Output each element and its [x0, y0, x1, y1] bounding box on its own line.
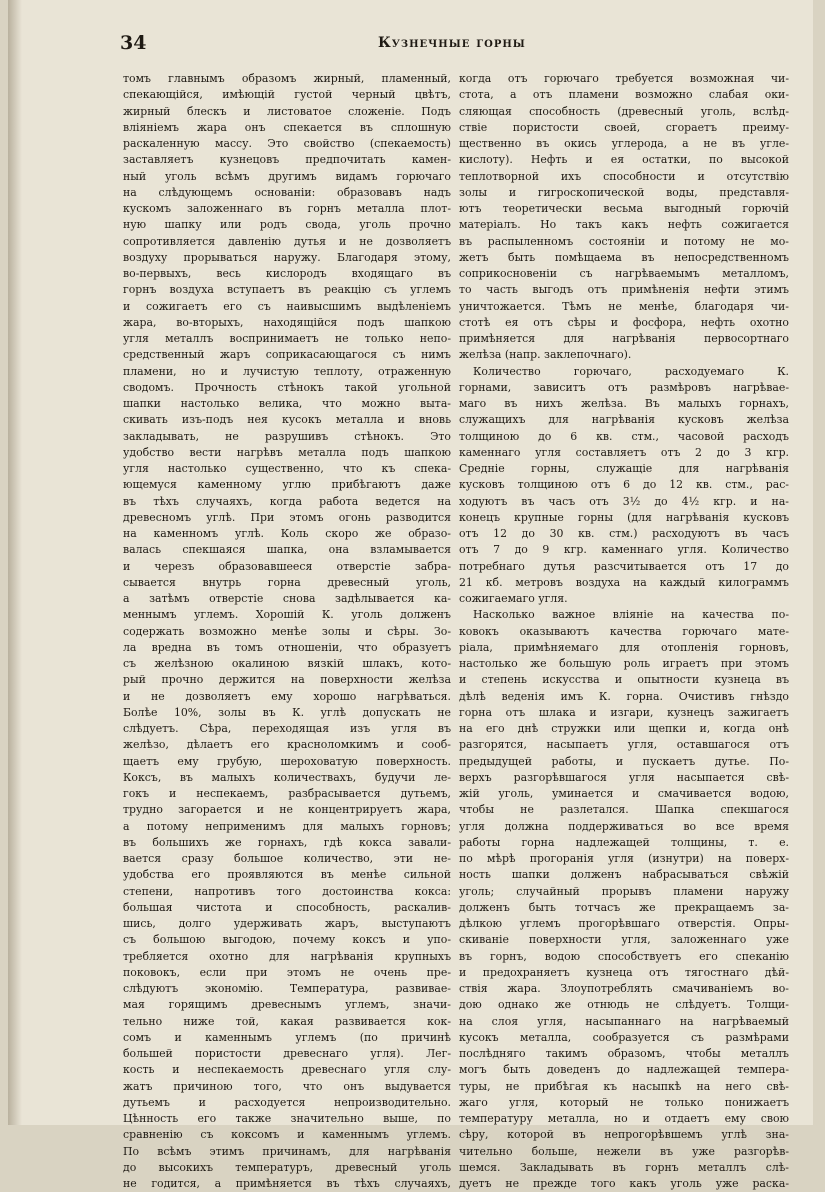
text-line: конецъ крупные горны (для нагрѣванія кусковъ [459, 510, 789, 524]
page-spine-shadow [8, 0, 22, 1125]
text-line: съ большою выгодою, почему коксъ и упо- [123, 933, 451, 947]
running-title: Кузнечные горны [378, 35, 526, 51]
text-line: стотѣ ея отъ сѣры и фосфора, нефть охотно [459, 315, 789, 329]
text-line: удобства его проявляются въ менѣе сильной [123, 868, 451, 882]
text-line: горнъ воздуха вступаетъ въ реакцію съ углемъ [123, 283, 451, 297]
text-line: служащихъ для нагрѣванія кусковъ желѣза [459, 413, 789, 427]
text-line: въ распыленномъ состояніи и потому не мо- [459, 234, 789, 248]
text-line: желѣзо, дѣлаетъ его красноломкимъ и сооб- [123, 738, 451, 752]
text-line: закладывать, не разрушивъ стѣнокъ. Это [123, 429, 451, 443]
right-text-column [459, 71, 789, 1192]
text-line: большая чистота и способность, раскалив- [123, 900, 451, 914]
text-line: работы горна надлежащей толщины, т. е. [459, 835, 789, 849]
text-line: примѣняется для нагрѣванія первосортнаго [459, 332, 789, 345]
text-line: сожигаемаго угля. [459, 592, 568, 605]
text-line: ютъ теоретически весьма выгодный горючій [459, 202, 789, 215]
text-line: желѣза (напр. заклепочнаго). [459, 348, 632, 362]
text-line: кусковъ толщиною отъ 6 до 12 кв. стм., рас- [459, 478, 789, 492]
text-line: удобство вести нагрѣвъ металла подъ шапкою [123, 445, 451, 459]
text-line: Коксъ, въ малыхъ количествахъ, будучи ле- [123, 770, 451, 784]
text-line: заставляетъ кузнецовъ предпочитать камен- [123, 153, 451, 167]
text-line: жаго угля, который не только понижаетъ [459, 1095, 789, 1109]
text-line: а потому неприменимъ для малыхъ горновъ; [123, 819, 451, 833]
text-line: тельно ниже той, какая развивается кок- [123, 1014, 451, 1028]
text-line: ющемуся каменному углю прибѣгаютъ даже [123, 478, 451, 492]
text-line: и сожигаетъ его съ наивысшимъ выдѣленіемъ [123, 299, 451, 313]
text-line: рый прочно держится на поверхности желѣза [123, 673, 451, 687]
text-line: чтобы не разлетался. Шапка спекшагося [459, 803, 789, 817]
text-line: горнами, зависитъ отъ размѣровъ нагрѣвае- [459, 380, 789, 394]
text-line: на его днѣ стружки или щепки и, когда онѣ [459, 722, 789, 735]
text-line: большей пористости древеснаго угля). Лег- [123, 1047, 451, 1060]
text-line: ную шапку или родъ свода, уголь прочно [123, 218, 451, 232]
text-line: до высокихъ температуръ, древесный уголь [123, 1160, 451, 1174]
text-line: каменнаго угля составляетъ отъ 2 до 3 кгр. [459, 445, 789, 459]
text-line: поковокъ, если при этомъ не очень пре- [123, 965, 451, 979]
text-line: температуру металла, но и отдаетъ ему свою [459, 1112, 789, 1125]
text-line: на каменномъ углѣ. Коль скоро же образо- [123, 527, 451, 540]
text-line: горна отъ шлака и изгари, кузнецъ зажигаетъ [459, 705, 789, 719]
text-line: 21 кб. метровъ воздуха на каждый килограммъ [459, 575, 789, 589]
text-line: ковокъ оказываютъ качества горючаго мате- [459, 624, 789, 638]
text-line: туры, не прибѣгая къ насыпкѣ на него свѣ- [459, 1079, 789, 1093]
text-line: дѣлкою углемъ прогорѣвшаго отверстія. Опры- [459, 917, 789, 930]
text-line: соприкосновеніи съ нагрѣваемымъ металломъ, [459, 267, 789, 280]
text-line: толщиною до 6 кв. стм., часовой расходъ [459, 429, 789, 443]
text-line: средственный жаръ соприкасающагося съ нимъ [123, 348, 451, 362]
text-line: теплотворной ихъ способности и отсутствію [459, 169, 789, 183]
text-line: ла вредна въ томъ отношеніи, что образуетъ [123, 640, 451, 654]
text-line: скиваніе поверхности угля, заложеннаго уже [459, 933, 789, 947]
text-line: сомъ и каменнымъ углемъ (по причинѣ [123, 1030, 451, 1044]
text-line: пламени, но и лучистую теплоту, отраженную [123, 364, 451, 378]
text-line: сляющая способность (древесный уголь, вслѣд- [459, 104, 789, 118]
text-line: шемся. Закладывать въ горнъ металлъ слѣ- [459, 1160, 789, 1174]
text-line: въ тѣхъ случаяхъ, когда работа ведется на [123, 494, 451, 508]
text-line: меннымъ углемъ. Хорошій К. уголь долженъ [123, 608, 451, 622]
text-line: предыдущей работы, и пускаетъ дутье. По- [459, 754, 789, 768]
text-line: и не дозволяетъ ему хорошо нагрѣваться. [123, 689, 451, 703]
text-line: Насколько важное вліяніе на качества по- [473, 608, 789, 622]
text-line: во-первыхъ, весь кислородъ входящаго въ [123, 267, 451, 280]
text-line: томъ главнымъ образомъ жирный, пламенный, [123, 72, 451, 85]
text-line: маго въ нихъ желѣза. Въ малыхъ горнахъ, [459, 397, 789, 410]
text-line: отъ 7 до 9 кгр. каменнаго угля. Количество [459, 543, 789, 557]
text-line: уничтожается. Тѣмъ не менѣе, благодаря чи- [459, 299, 789, 313]
text-line: жій уголь, уминается и смачивается водою, [459, 787, 789, 800]
text-line: а затѣмъ отверстіе снова задѣлывается ка- [123, 592, 451, 605]
text-line: ный уголь всѣмъ другимъ видамъ горючаго [123, 169, 451, 183]
text-line: потребнаго дутья разсчитывается отъ 17 до [459, 559, 789, 573]
page-header [120, 32, 810, 58]
text-line: угля настолько существенно, что къ спека- [123, 462, 451, 475]
text-line: жатъ причиною того, что онъ выдувается [123, 1079, 451, 1093]
book-page [8, 0, 813, 1190]
text-line: дою однако же отнюдь не слѣдуетъ. Толщи- [459, 998, 789, 1012]
text-line: отъ 12 до 30 кв. стм.) расходуютъ въ часъ [459, 527, 789, 540]
text-line: въ большихъ же горнахъ, гдѣ кокса завали- [123, 835, 451, 849]
text-line: уголь; случайный прорывъ пламени наружу [459, 884, 789, 898]
text-line: то часть выгодъ отъ примѣненія нефти этимъ [459, 283, 789, 297]
left-text-column [123, 71, 451, 1192]
text-line: не годится, а примѣняется въ тѣхъ случаяхъ, [123, 1177, 451, 1190]
text-line: послѣдняго такимъ образомъ, чтобы металлъ [459, 1047, 789, 1060]
text-line: долженъ быть тотчасъ же прекращаемъ за- [459, 900, 789, 914]
text-line: кусокъ металла, сообразуется съ размѣрами [459, 1030, 789, 1044]
text-line: угля должна поддерживаться во все время [459, 819, 789, 833]
text-line: шапки настолько велика, что можно выта- [123, 397, 451, 410]
text-line: шись, долго удерживать жаръ, выступаютъ [123, 917, 451, 930]
text-line: мая горящимъ древеснымъ углемъ, значи- [123, 998, 451, 1012]
text-line: сѣру, которой въ непрогорѣвшемъ углѣ зна- [459, 1128, 789, 1142]
text-line: степени, напротивъ того достоинства кокса: [123, 884, 451, 898]
text-line: требляется охотно для нагрѣванія крупныхъ [123, 949, 451, 963]
text-line: по мѣрѣ прогоранія угля (изнутри) на поверх- [459, 852, 789, 865]
text-line: и предохраняетъ кузнеца отъ тягостнаго дѣй- [459, 965, 789, 979]
text-line: могъ быть доведенъ до надлежащей темпера- [459, 1063, 789, 1077]
text-line: стота, а отъ пламени возможно слабая оки- [459, 88, 789, 102]
text-line: Болѣе 10%, золы въ К. углѣ допускать не [123, 705, 451, 719]
text-line: и черезъ образовавшееся отверстіе забра- [123, 559, 451, 573]
text-line: Цѣнность его также значительно выше, по [123, 1112, 451, 1125]
text-line: кость и неспекаемость древеснаго угля слу- [123, 1063, 451, 1077]
text-line: щественно въ окись углерода, а не въ угле- [459, 137, 789, 150]
text-line: древесномъ углѣ. При этомъ огонь разводится [123, 510, 451, 524]
text-line: ходуютъ въ часъ отъ 3½ до 4½ кгр. и на- [459, 494, 789, 508]
text-line: спекающійся, имѣющій густой черный цвѣтъ, [123, 88, 451, 102]
text-line: матеріалъ. Но такъ какъ нефть сожигается [459, 218, 789, 232]
text-line: дѣлѣ веденія имъ К. горна. Очистивъ гнѣздо [459, 689, 789, 703]
text-line: вліяніемъ жара онъ спекается въ сплошную [123, 120, 451, 134]
text-line: ствія жара. Злоупотреблять смачиваніемъ во- [459, 982, 789, 995]
text-line: Количество горючаго, расходуемаго К. [473, 364, 789, 378]
text-line: вается сразу большое количество, эти не- [123, 852, 451, 865]
text-line: слѣдуетъ. Сѣра, переходящая изъ угля въ [123, 722, 451, 735]
text-line: щаетъ ему грубую, шероховатую поверхность. [123, 754, 451, 768]
text-line: верхъ разгорѣвшагося угля насыпается свѣ- [459, 770, 789, 784]
text-line: жетъ быть помѣщаема въ непосредственномъ [459, 250, 789, 264]
text-line: сывается внутрь горна древесный уголь, [123, 575, 451, 589]
text-line: валась спекшаяся шапка, она взламывается [123, 543, 451, 557]
text-line: на слоя угля, насыпаннаго на нагрѣваемый [459, 1014, 789, 1028]
text-line: жара, во-вторыхъ, находящійся подъ шапкою [123, 315, 451, 329]
text-line: дутьемъ и расходуется непроизводительно. [123, 1095, 451, 1109]
text-line: сравненію съ коксомъ и каменнымъ углемъ. [123, 1128, 451, 1142]
text-line: ствіе пористости своей, сгораетъ преиму- [459, 120, 789, 134]
text-line: чительно больше, нежели въ уже разгорѣв- [459, 1144, 789, 1158]
text-line: и степень искусства и опытности кузнеца въ [459, 673, 789, 687]
text-line: ность шапки долженъ набрасываться свѣжій [459, 868, 789, 882]
text-line: ріала, примѣняемаго для отопленія горновъ, [459, 640, 789, 654]
text-line: скивать изъ-подъ нея кусокъ металла и вновь [123, 413, 451, 427]
text-line: золы и гигроскопической воды, представля- [459, 185, 789, 199]
text-line: кускомъ заложеннаго въ горнъ металла плот- [123, 202, 451, 215]
page-number: 34 [120, 32, 147, 54]
text-line: когда отъ горючаго требуется возможная чи- [459, 72, 789, 85]
text-line: трудно загорается и не концентрируетъ жара, [123, 803, 451, 817]
text-line: угля металлъ воспринимаетъ не только непо- [123, 332, 451, 345]
text-line: содержать возможно менѣе золы и сѣры. Зо- [123, 624, 451, 638]
text-line: сопротивляется давленію дутья и не дозволяетъ [123, 234, 451, 248]
text-line: По всѣмъ этимъ причинамъ, для нагрѣванія [123, 1144, 451, 1158]
text-line: на слѣдующемъ основаніи: образовавъ надъ [123, 185, 451, 199]
text-line: раскаленную массу. Это свойство (спекаемость) [123, 137, 451, 150]
text-line: кислоту). Нефть и ея остатки, по высокой [459, 153, 789, 167]
text-line: сводомъ. Прочность стѣнокъ такой угольной [123, 380, 451, 394]
text-line: съ желѣзною окалиною вязкій шлакъ, кото- [123, 657, 451, 670]
text-line: жирный блескъ и листоватое сложеніе. Подъ [123, 104, 451, 118]
text-line: настолько же большую роль играетъ при этомъ [459, 657, 789, 670]
text-line: воздуху прорываться наружу. Благодаря этому, [123, 250, 451, 264]
text-line: гокъ и неспекаемъ, разбрасывается дутьемъ, [123, 787, 451, 800]
text-line: слѣдуютъ экономію. Температура, развивае- [123, 982, 451, 995]
text-line: Средніе горны, служащіе для нагрѣванія [459, 462, 789, 475]
text-line: разгорятся, насыпаетъ угля, оставшагося отъ [459, 738, 789, 752]
text-line: въ горнъ, водою способствуетъ его спеканію [459, 949, 789, 963]
text-line: дуетъ не прежде того какъ уголь уже раска- [459, 1177, 789, 1190]
